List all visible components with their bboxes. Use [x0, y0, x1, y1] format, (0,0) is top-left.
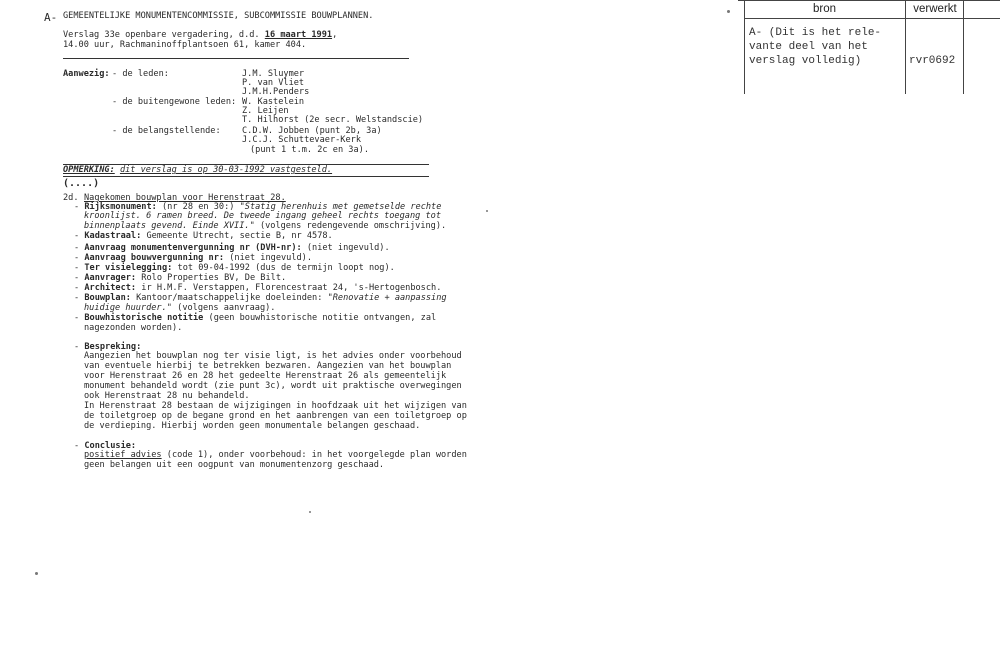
table-border-top — [738, 0, 1000, 1]
item-number: 2d. — [63, 193, 79, 203]
visie-label: Ter visielegging: — [84, 263, 173, 273]
extra-member-name: T. Hilhorst (2e secr. Welstandscie) — [242, 115, 424, 125]
bouwplan-label: Bouwplan: — [84, 293, 131, 303]
column-header-processed: verwerkt — [913, 3, 957, 15]
monument-text: (niet ingevuld). — [306, 243, 390, 253]
rijks-after: (volgens redengevende omschrijving). — [259, 221, 447, 231]
source-note-line: verslag volledig) — [749, 55, 862, 67]
scan-speck — [309, 511, 311, 513]
list-item-visielegging: - Ter visielegging: tot 09-04-1992 (dus de termijn loopt nog). — [74, 263, 395, 273]
visie-text: tot 09-04-1992 (dus de termijn loopt nog). — [177, 263, 395, 273]
bespreking-line: de verdieping. Hierbij worden geen monumentale belangen geschaad. — [84, 421, 421, 431]
column-header-source: bron — [812, 3, 837, 15]
list-item-bespreking: - Bespreking: — [74, 342, 142, 352]
list-item-aanvrager: - Aanvrager: Rolo Properties BV, De Bilt. — [74, 273, 287, 283]
bouw-label: Aanvraag bouwvergunning nr: — [84, 253, 225, 263]
monument-label: Aanvraag monumentenvergunning nr (DVH-nr): — [84, 243, 302, 253]
bouwplan-quote: huidige huurder." — [84, 303, 172, 313]
bespreking-label: Bespreking: — [84, 342, 142, 352]
extra-members-label: - de buitengewone leden: — [112, 97, 237, 107]
source-note-line: A- (Dit is het rele- — [749, 27, 882, 39]
bespreking-line: ook Herenstraat 28 nu behandeld. — [84, 391, 250, 401]
processed-code: rvr0692 — [909, 55, 956, 67]
aanvrager-text: Rolo Properties BV, De Bilt. — [141, 273, 287, 283]
bouwplan-after: (volgens aanvraag). — [177, 303, 276, 313]
rijks-label: Rijksmonument: — [84, 202, 157, 212]
document-title: GEMEENTELIJKE MONUMENTENCOMMISSIE, SUBCOMMISSIE BOUWPLANNEN. — [63, 11, 374, 21]
historie-text: nagezonden worden). — [84, 323, 183, 333]
scan-speck — [486, 210, 488, 212]
bespreking-line: Aangezien het bouwplan nog ter visie ligt, is het advies onder voorbehoud — [84, 351, 462, 361]
table-header-divider — [744, 18, 1000, 19]
section-prefix: A- — [44, 11, 58, 24]
kadaster-label: Kadastraal: — [84, 231, 142, 241]
list-item-kadaster: - Kadastraal: Gemeente Utrecht, sectie B, nr 4578. — [74, 231, 333, 241]
member-name: J.M. Sluymer — [242, 69, 305, 79]
list-item-monumentenvergunning: - Aanvraag monumentenvergunning nr (DVH-nr): (niet ingevuld). — [74, 243, 390, 253]
member-name: J.M.H.Penders — [242, 87, 310, 97]
source-note-line: vante deel van het — [749, 41, 868, 53]
stakeholder-name: C.D.W. Jobben (punt 2b, 3a) — [242, 126, 382, 136]
meeting-line-2: 14.00 uur, Rachmaninoffplantsoen 61, kamer 404. — [63, 40, 307, 50]
historie-label: Bouwhistorische notitie — [84, 313, 204, 323]
member-name: P. van Vliet — [242, 78, 305, 88]
historie-text: (geen bouwhistorische notitie ontvangen, zal — [208, 313, 437, 323]
list-item-rijksmonument: - Rijksmonument: (nr 28 en 30:) "Statig herenhuis met gemetselde rechte — [74, 202, 442, 212]
remark-line — [63, 166, 332, 176]
conclusie-label: Conclusie: — [84, 441, 137, 451]
meeting-date: 16 maart 1991 — [264, 30, 333, 40]
list-item-bouwvergunning: - Aanvraag bouwvergunning nr: (niet ingevuld). — [74, 253, 313, 263]
stakeholder-note: (punt 1 t.m. 2c en 3a). — [250, 145, 369, 155]
conclusie-line-2: geen belangen uit een oogpunt van monumentenzorg geschaad. — [84, 460, 385, 470]
bespreking-line: voor Herenstraat 26 en 28 het gedeelte Herenstraat 26 als gemeentelijk — [84, 371, 447, 381]
architect-text: ir H.M.F. Verstappen, Florencestraat 24, 's-Hertogenbosch. — [141, 283, 442, 293]
list-item-bouwplan: - Bouwplan: Kantoor/maatschappelijke doeleinden: "Renovatie + aanpassing — [74, 293, 447, 303]
bouwplan-text: Kantoor/maatschappelijke doeleinden: — [136, 293, 323, 303]
rijks-quote: kroonlijst. 6 ramen breed. De tweede ingang geheel rechts toegang tot — [84, 211, 441, 221]
bespreking-line: monument behandeld wordt (zie punt 3c), wordt uit praktische overwegingen — [84, 381, 462, 391]
stakeholders-label: - de belangstellende: — [112, 126, 221, 136]
rijks-quote: "Statig herenhuis met gemetselde rechte — [239, 202, 442, 212]
divider — [63, 176, 429, 177]
remark-label: OPMERKING: — [63, 165, 115, 175]
extra-member-name: W. Kastelein — [242, 97, 305, 107]
conclusie-text: (code 1), onder voorbehoud: in het voorgelegde plan worden — [166, 450, 467, 460]
architect-label: Architect: — [84, 283, 137, 293]
bouwplan-quote: "Renovatie + aanpassing — [327, 293, 447, 303]
bespreking-line: In Herenstraat 28 bestaan de wijzigingen in hoofdzaak uit het wijzigen van — [84, 401, 467, 411]
meeting-text: Verslag 33e openbare vergadering, d.d. — [63, 30, 260, 40]
aanvrager-label: Aanvrager: — [84, 273, 137, 283]
kadaster-text: Gemeente Utrecht, sectie B, nr 4578. — [146, 231, 333, 241]
attendance-label: Aanwezig: — [63, 69, 110, 79]
bouw-text: (niet ingevuld). — [229, 253, 313, 263]
scan-speck — [35, 572, 38, 575]
bespreking-line: van eventuele hierbij te betrekken bezwaren. Aangezien van het bouwplan — [84, 361, 452, 371]
scan-speck — [727, 10, 730, 13]
list-item-bouwhistorie: - Bouwhistorische notitie (geen bouwhistorische notitie ontvangen, zal — [74, 313, 437, 323]
meeting-text-end: , — [332, 30, 338, 40]
extra-member-name: Z. Leijen — [242, 106, 289, 116]
remark-text: dit verslag is op 30-03-1992 vastgesteld. — [119, 165, 333, 175]
list-item-conclusie: - Conclusie: — [74, 441, 137, 451]
members-label: - de leden: — [112, 69, 169, 79]
rijks-text: (nr 28 en 30:) — [161, 202, 235, 212]
stakeholder-name: J.C.J. Schuttevaer-Kerk — [242, 135, 361, 145]
list-item-architect: - Architect: ir H.M.F. Verstappen, Florencestraat 24, 's-Hertogenbosch. — [74, 283, 442, 293]
bespreking-line: de toiletgroep op de begane grond en het aanbrengen van een toiletgroep op — [84, 411, 467, 421]
divider — [63, 58, 409, 59]
item-title: Nagekomen bouwplan voor Herenstraat 28. — [84, 193, 286, 203]
conclusie-advice: positief advies — [84, 450, 162, 460]
rijks-quote: binnenplaats gevend. Einde XVII." — [84, 221, 255, 231]
ellipsis-mark: (....) — [63, 178, 100, 189]
